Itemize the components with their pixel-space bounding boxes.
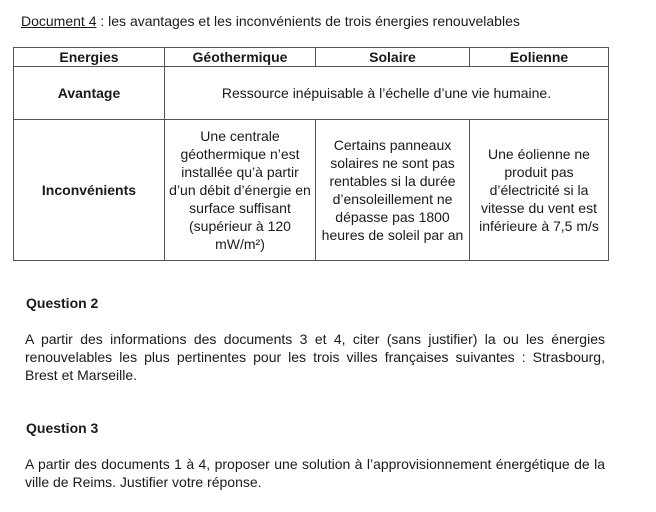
document-title <box>21 13 520 29</box>
avantage-label: Avantage <box>14 67 165 120</box>
energies-table <box>13 47 609 261</box>
inconvenients-label: Inconvénients <box>14 120 165 261</box>
header-energies: Energies <box>14 48 165 67</box>
question2-title: Question 2 <box>26 295 99 311</box>
inconvenient-geothermique: Une centrale géothermique n’est installée qu’à partir d’un débit d’énergie en surface suffisant (supérieur à 120 mW/m²) <box>165 120 316 261</box>
header-solaire: Solaire <box>316 48 470 67</box>
avantage-cell: Ressource inépuisable à l’échelle d’une vie humaine. <box>165 67 609 120</box>
header-geothermique: Géothermique <box>165 48 316 67</box>
inconvenient-solaire: Certains panneaux solaires ne sont pas rentables si la durée d’ensoleillement ne dépasse pas 1800 heures de soleil par an <box>316 120 470 261</box>
question3-text: A partir des documents 1 à 4, proposer une solution à l’approvisionnement énergétique de la ville de Reims. Justifier votre réponse. <box>25 456 605 490</box>
question3-title: Question 3 <box>26 420 99 436</box>
inconvenient-eolienne: Une éolienne ne produit pas d’électricité si la vitesse du vent est inférieure à 7,5 m/s <box>470 120 609 261</box>
table-row-inconvenients <box>14 120 609 261</box>
table-header-row <box>14 48 609 67</box>
question2-text: A partir des informations des documents 3 et 4, citer (sans justifier) la ou les énergies renouvelables les plus pertinentes pour les trois villes françaises suivantes : Strasbourg, Brest et Marseille. <box>25 331 605 383</box>
document-ref: Document 4 <box>21 13 97 29</box>
header-eolienne: Eolienne <box>470 48 609 67</box>
table-row-avantage <box>14 67 609 120</box>
document-title-text: : les avantages et les inconvénients de trois énergies renouvelables <box>96 13 520 29</box>
